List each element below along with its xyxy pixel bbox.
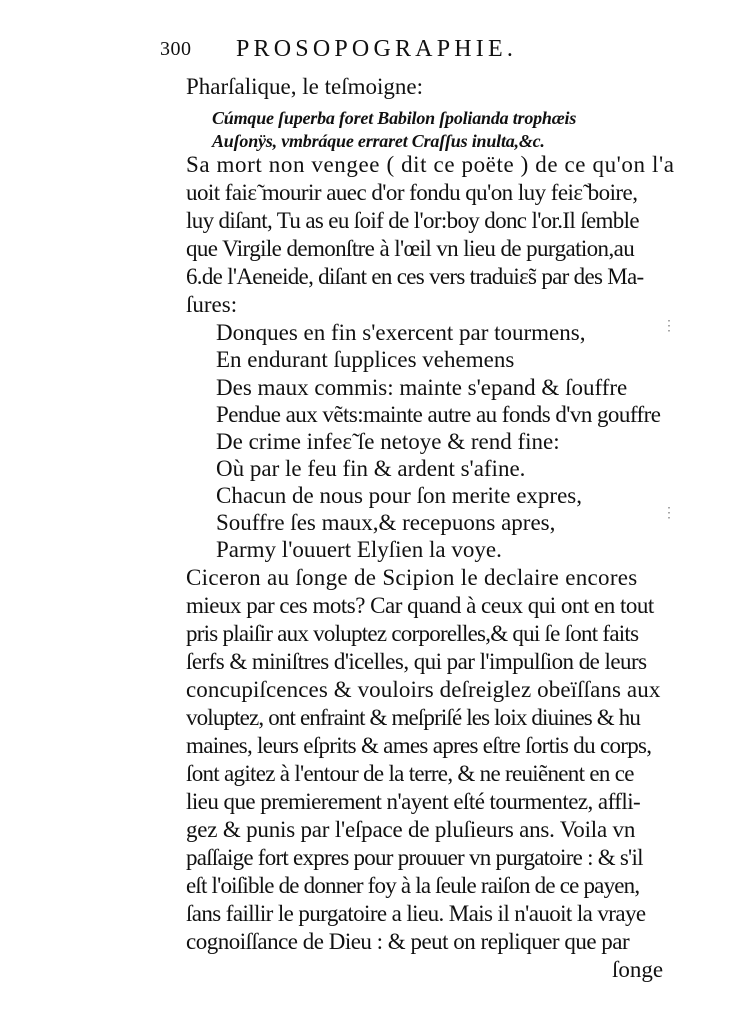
verse-line: Chacun de nous pour ſon merite expres,: [216, 483, 582, 508]
text-line: ſont agitez à l'entour de la terre, & ne reuiẽnent en ce: [186, 761, 634, 786]
text-line: concupiſcences & vouloirs deſreiglez obeïſſans aux: [186, 677, 661, 702]
page-header: [160, 36, 600, 70]
text-line: cognoiſſance de Dieu : & peut on repliquer que par: [186, 929, 630, 954]
verse-line: Où par le feu fin & ardent s'afine.: [216, 456, 526, 481]
verse-line: Parmy l'ouuert Elyſien la voye.: [216, 537, 502, 562]
text-line: ſans faillir le purgatoire a lieu. Mais il n'auoit la vraye: [186, 901, 646, 926]
verse-line: Pendue aux vẽts:mainte autre au fonds d'vn gouffre: [216, 402, 661, 427]
text-line: voluptez, ont enfraint & meſpriſé les loix diuines & hu: [186, 705, 641, 730]
margin-mark: ⋮: [662, 319, 676, 334]
running-title: PROSOPOGRAPHIE.: [236, 36, 518, 62]
text-line: gez & punis par l'eſpace de pluſieurs ans. Voila vn: [186, 817, 636, 842]
verse-line: Des maux commis: mainte s'epand & ſouffre: [216, 375, 628, 400]
text-line: pris plaiſir aux voluptez corporelles,& qui ſe ſont faits: [186, 621, 639, 646]
text-line: mieux par ces mots? Car quand à ceux qui ont en tout: [186, 593, 654, 618]
text-line: Ciceron au ſonge de Scipion le declaire encores: [186, 565, 638, 590]
margin-mark: ⋮: [662, 506, 676, 521]
text-line: luy diſant, Tu as eu ſoif de l'or:boy donc l'or.Il ſemble: [186, 208, 639, 233]
text-line: ſures:: [186, 292, 238, 317]
text-line: 6.de l'Aeneide, diſant en ces vers traduiɛ̃s par des Ma-: [186, 264, 644, 289]
catchword: ſonge: [612, 957, 664, 982]
verse-line: De crime infeɛ̃ ſe netoye & rend fine:: [216, 429, 560, 454]
text-line: maines, leurs eſprits & ames apres eſtre ſortis du corps,: [186, 733, 652, 758]
text-line: eſt l'oiſible de donner foy à la ſeule raiſon de ce payen,: [186, 873, 640, 898]
text-line: paſſaige fort expres pour prouuer vn purgatoire : & s'il: [186, 845, 643, 870]
text-line: que Virgile demonſtre à l'œil vn lieu de purgation,au: [186, 236, 635, 261]
page-number: 300: [160, 38, 192, 60]
text-line: Cúmque ſuperba foret Babilon ſpolianda trophæis: [212, 108, 577, 128]
text-line: uoit faiɛ̃ mourir auec d'or fondu qu'on luy feiɛ̃ boire,: [186, 180, 638, 205]
verse-line: En endurant ſupplices vehemens: [216, 347, 515, 372]
text-line: ſerfs & miniſtres d'icelles, qui par l'impulſion de leurs: [186, 649, 647, 674]
verse-line: Donques en fin s'exercent par tourmens,: [216, 320, 586, 345]
verse-line: Souffre ſes maux,& recepuons apres,: [216, 510, 556, 535]
text-line: Auſonÿs, vmbráque erraret Craſſus inulta,&c.: [212, 131, 545, 151]
text-line: Pharſalique, le teſmoigne:: [186, 74, 423, 99]
text-line: Sa mort non vengee ( dit ce poëte ) de ce qu'on l'a: [186, 152, 675, 177]
text-line: lieu que premierement n'ayent eſté tourmentez, affli-: [186, 789, 641, 814]
